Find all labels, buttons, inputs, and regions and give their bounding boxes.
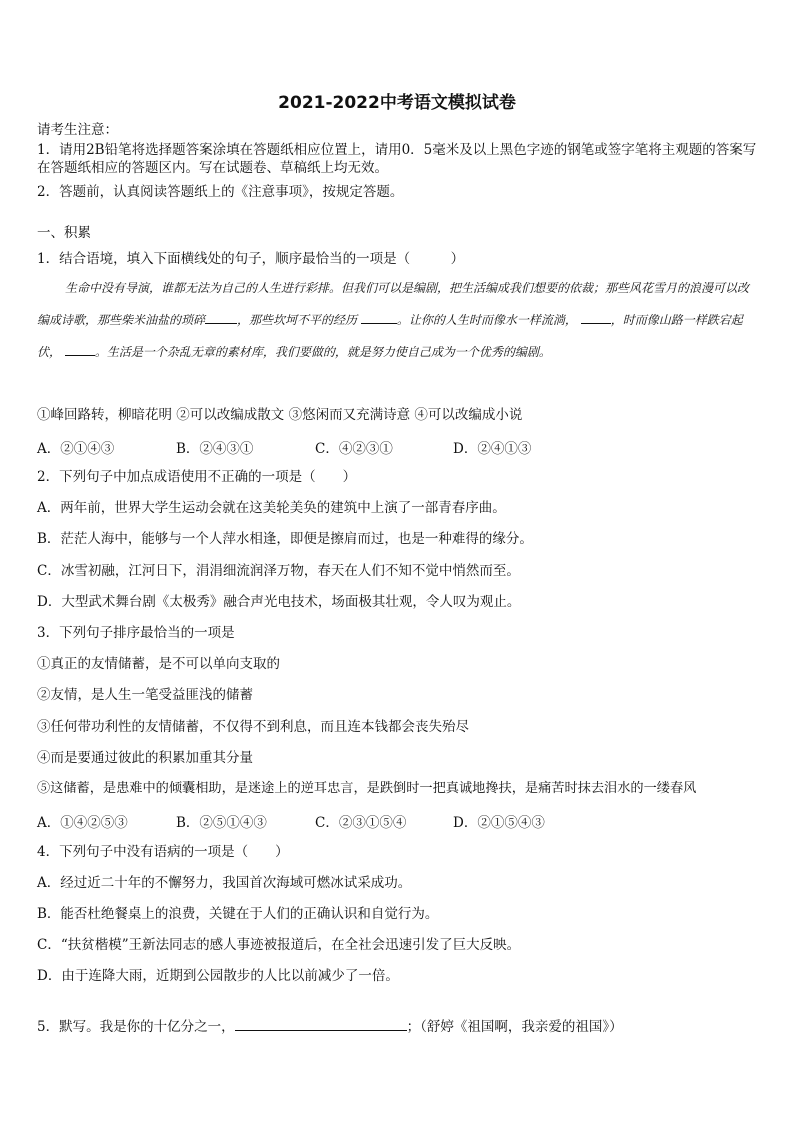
exam-title: 2021-2022中考语文模拟试卷 <box>278 93 516 113</box>
q3-option-d: D．②①⑤④③ <box>453 815 545 831</box>
q5-tail: ；（舒婷《祖国啊，我亲爱的祖国》） <box>406 1019 623 1035</box>
q2-option-b: B．茫茫人海中，能够与一个人萍水相逢，即便是擦肩而过，也是一种难得的缘分。 <box>37 531 533 547</box>
q1-option-d: D．②④①③ <box>453 441 532 457</box>
q3-sentence-4: ④而是要通过彼此的积累加重其分量 <box>37 750 253 766</box>
q2-option-d: D．大型武术舞台剧《太极秀》融合声光电技术，场面极其壮观，令人叹为观止。 <box>37 594 521 610</box>
section-heading: 一、积累 <box>37 225 91 241</box>
q4-option-d: D．由于连降大雨，近期到公园散步的人比以前减少了一倍。 <box>37 968 399 984</box>
blank-2 <box>361 311 397 324</box>
blank-3 <box>581 311 611 324</box>
q3-option-b: B．②⑤①④③ <box>176 815 267 831</box>
q1-passage-part-e: 。生活是一个杂乱无章的素材库，我们要做的，就是努力使自己成为一个优秀的编剧。 <box>94 345 551 359</box>
notice-heading: 请考生注意： <box>37 122 118 138</box>
q1-choices: ①峰回路转，柳暗花明 ②可以改编成散文 ③悠闲而又充满诗意 ④可以改编成小说 <box>37 407 523 423</box>
q1-stem: 1．结合语境，填入下面横线处的句子，顺序最恰当的一项是（ ） <box>37 251 465 267</box>
q4-option-b: B．能否杜绝餐桌上的浪费，关键在于人们的正确认识和自觉行为。 <box>37 906 439 922</box>
notice-item-2: 2．答题前，认真阅读答题纸上的《注意事项》，按规定答题。 <box>37 184 404 200</box>
q4-option-a: A．经过近二十年的不懈努力，我国首次海域可燃冰试采成功。 <box>37 875 412 891</box>
q5-lead: 5．默写。我是你的十亿分之一， <box>37 1019 235 1035</box>
q5-answer-blank[interactable] <box>235 1018 407 1031</box>
q1-option-b: B．②④③① <box>176 441 254 457</box>
q1-passage-part-b: ，那些坎坷不平的经历 <box>237 313 358 327</box>
q1-passage <box>37 272 759 368</box>
blank-4 <box>65 343 95 356</box>
q3-option-a: A．①④②⑤③ <box>37 815 128 831</box>
q2-option-a: A．两年前，世界大学生运动会就在这美轮美奂的建筑中上演了一部青春序曲。 <box>37 500 506 516</box>
q3-sentence-1: ①真正的友情储蓄，是不可以单向支取的 <box>37 656 280 672</box>
q2-stem: 2．下列句子中加点成语使用不正确的一项是（ ） <box>37 469 357 485</box>
q1-passage-part-a: 生命中没有导演，谁都无法为自己的人生进行彩排。但我们可以是编剧，把生活编成我们想要的依裁；那些风花雪月的浪漫可以改编成诗歌，那些柴米油盐的琐碎 <box>37 281 750 327</box>
notice-item-1: 1．请用2B铅笔将选择题答案涂填在答题纸相应位置上，请用0．5毫米及以上黑色字迹的钢笔或签字笔将主观题的答案写在答题纸相应的答题区内。写在试题卷、草稿纸上均无效。 <box>37 142 757 176</box>
q1-option-c: C．④②③① <box>315 441 393 457</box>
q4-option-c: C．“扶贫楷模”王新法同志的感人事迹被报道后，在全社会迅速引发了巨大反映。 <box>37 937 521 953</box>
q3-sentence-3: ③任何带功利性的友情储蓄，不仅得不到利息，而且连本钱都会丧失殆尽 <box>37 719 469 735</box>
q3-sentence-5: ⑤这储蓄，是患难中的倾囊相助，是迷途上的逆耳忠言，是跌倒时一把真诚地搀扶，是痛苦时抹去泪水的一缕春风 <box>37 781 697 796</box>
q1-passage-part-d: ，时而像山路一样跌宕起伏， <box>37 313 743 359</box>
q5-line <box>37 1018 759 1036</box>
q1-passage-part-c: 。让你的人生时而像水一样流淌， <box>396 313 577 327</box>
q3-stem: 3．下列句子排序最恰当的一项是 <box>37 625 235 641</box>
q2-option-c: C．冰雪初融，江河日下，涓涓细流润泽万物，春天在人们不知不觉中悄然而至。 <box>37 563 520 579</box>
blank-1 <box>205 311 237 324</box>
q1-option-a: A．②①④③ <box>37 441 115 457</box>
q3-option-c: C．②③①⑤④ <box>315 815 407 831</box>
q3-sentence-2: ②友情，是人生一笔受益匪浅的储蓄 <box>37 687 253 703</box>
q4-stem: 4．下列句子中没有语病的一项是（ ） <box>37 844 289 860</box>
